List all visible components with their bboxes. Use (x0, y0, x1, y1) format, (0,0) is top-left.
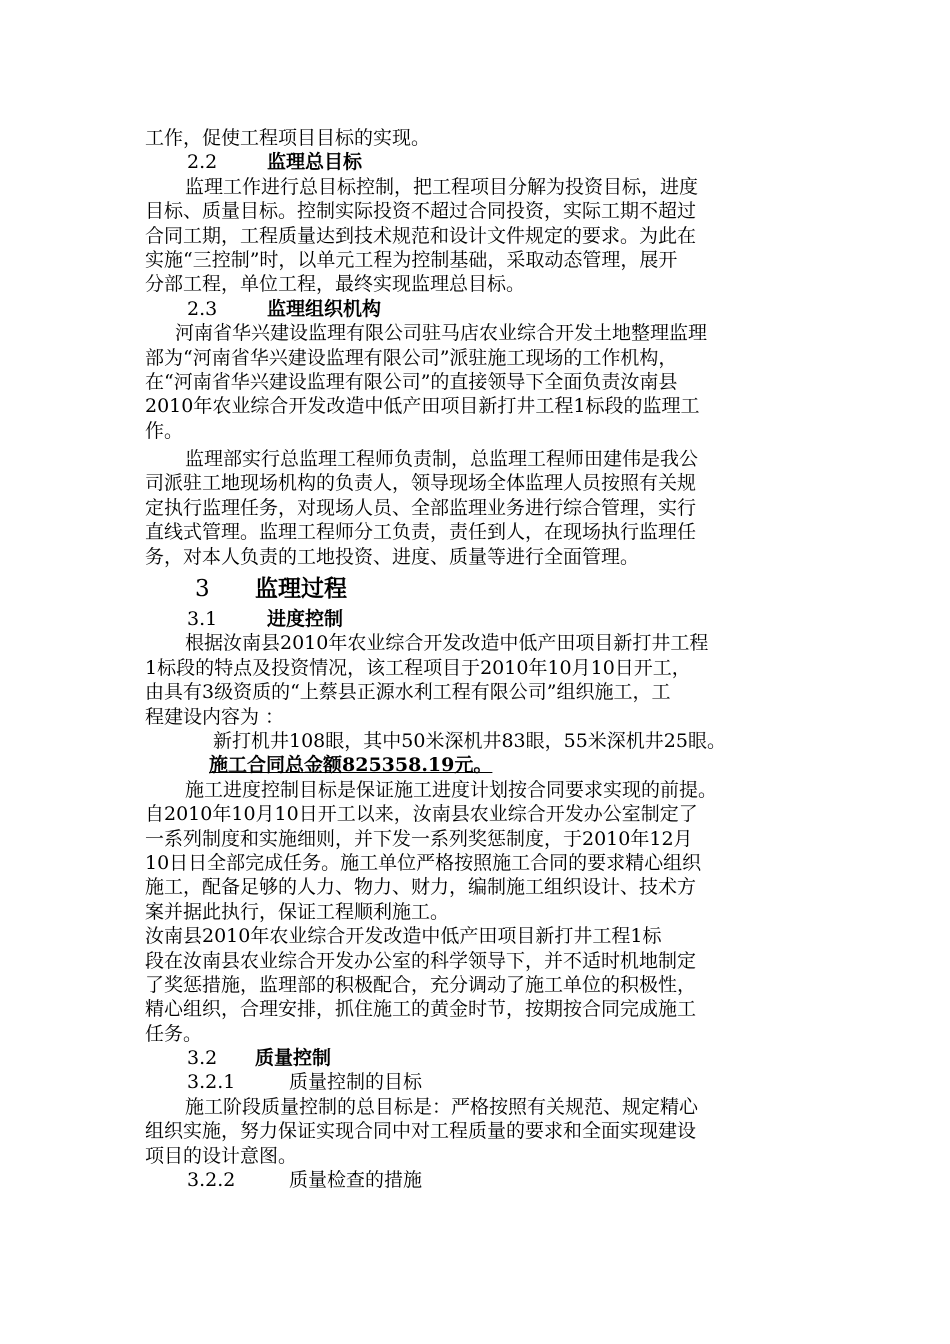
text-line: 直线式管理。监理工程师分工负责，责任到人，在现场执行监理任 (145, 521, 697, 544)
heading-3-2-1 (145, 1070, 815, 1094)
heading-number: 2.2 (187, 151, 218, 174)
heading-title: 监理组织机构 (267, 297, 382, 320)
text-line: 务，对本人负责的工地投资、进度、质量等进行全面管理。 (145, 545, 640, 568)
heading-title: 进度控制 (267, 608, 344, 631)
heading-number: 3.2 (187, 1047, 218, 1070)
heading-title: 监理过程 (255, 575, 347, 603)
document-body (145, 126, 815, 1192)
heading-2-3 (145, 297, 815, 321)
heading-3-1 (145, 607, 815, 631)
heading-3 (145, 571, 815, 607)
text-line: 任务。 (145, 1022, 203, 1045)
text-line: 根据汝南县2010年农业综合开发改造中低产田项目新打井工程 (185, 632, 709, 655)
text-line: 目标、质量目标。控制实际投资不超过合同投资，实际工期不超过 (145, 200, 697, 223)
text-line: 部为“河南省华兴建设监理有限公司”派驻施工现场的工作机构， (145, 346, 678, 369)
text-line: 汝南县2010年农业综合开发改造中低产田项目新打井工程1标 (145, 925, 662, 948)
text-line: 司派驻工地现场机构的负责人，领导现场全体监理人员按照有关规 (145, 472, 697, 495)
heading-title: 监理总目标 (267, 151, 363, 174)
text-line: 段在汝南县农业综合开发办公室的科学领导下，并不适时机地制定 (145, 949, 697, 972)
text-line: 监理部实行总监理工程师负责制，总监理工程师田建伟是我公 (185, 448, 699, 471)
text-line: 案并据此执行，保证工程顺利施工。 (145, 900, 450, 923)
text-line: 自2010年10月10日开工以来，汝南县农业综合开发办公室制定了 (145, 803, 698, 826)
text-line: 作。 (145, 419, 184, 442)
text-line: 了奖惩措施，监理部的积极配合，充分调动了施工单位的积极性， (145, 973, 697, 996)
text-line: 一系列制度和实施细则，并下发一系列奖惩制度，于2010年12月 (145, 827, 693, 850)
heading-title: 质量控制 (255, 1047, 332, 1070)
text-line: 新打机井108眼，其中50米深机井83眼，55米深机井25眼。 (213, 729, 726, 752)
text-line: 合同工期，工程质量达到技术规范和设计文件规定的要求。为此在 (145, 224, 697, 247)
text-line: 分部工程，单位工程，最终实现监理总目标。 (145, 273, 526, 296)
heading-number: 2.3 (187, 297, 218, 320)
heading-2-2 (145, 150, 815, 174)
heading-title: 质量检查的措施 (289, 1169, 423, 1192)
heading-number: 3 (195, 576, 210, 603)
text-line: 10日日全部完成任务。施工单位严格按照施工合同的要求精心组织 (145, 851, 702, 874)
heading-title: 质量控制的目标 (289, 1071, 423, 1094)
text-line: 在“河南省华兴建设监理有限公司”的直接领导下全面负责汝南县 (145, 370, 678, 393)
text-line: 项目的设计意图。 (145, 1144, 298, 1167)
text-line: 程建设内容为 ： (145, 705, 285, 728)
text-line: 由具有3级资质的“上蔡县正源水利工程有限公司”组织施工，工 (145, 681, 671, 704)
heading-number: 3.1 (187, 608, 218, 631)
text-line: 监理工作进行总目标控制，把工程项目分解为投资目标，进度 (185, 175, 699, 198)
text-line: 施工进度控制目标是保证施工进度计划按合同要求实现的前提。 (185, 778, 718, 801)
heading-number: 3.2.1 (187, 1071, 236, 1094)
heading-3-2 (145, 1046, 815, 1070)
text-line: 组织实施，努力保证实现合同中对工程质量的要求和全面实现建设 (145, 1120, 697, 1143)
contract-amount: 施工合同总金额825358.19元。 (209, 754, 493, 777)
text-line: 2010年农业综合开发改造中低产田项目新打井工程1标段的监理工 (145, 395, 700, 418)
heading-3-2-2 (145, 1168, 815, 1192)
text-line: 工作，促使工程项目目标的实现。 (145, 127, 431, 149)
text-line: 精心组织，合理安排，抓住施工的黄金时节，按期按合同完成施工 (145, 998, 697, 1021)
text-line: 河南省华兴建设监理有限公司驻马店农业综合开发土地整理监理 (175, 322, 708, 345)
text-line: 1标段的特点及投资情况，该工程项目于2010年10月10日开工， (145, 656, 691, 679)
text-line: 实施“三控制”时，以单元工程为控制基础，采取动态管理，展开 (145, 248, 678, 271)
text-line: 施工，配备足够的人力、物力、财力，编制施工组织设计、技术方 (145, 876, 697, 899)
text-line: 定执行监理任务，对现场人员、全部监理业务进行综合管理，实行 (145, 496, 697, 519)
text-line: 施工阶段质量控制的总目标是：严格按照有关规范、规定精心 (185, 1095, 699, 1118)
heading-number: 3.2.2 (187, 1169, 236, 1192)
